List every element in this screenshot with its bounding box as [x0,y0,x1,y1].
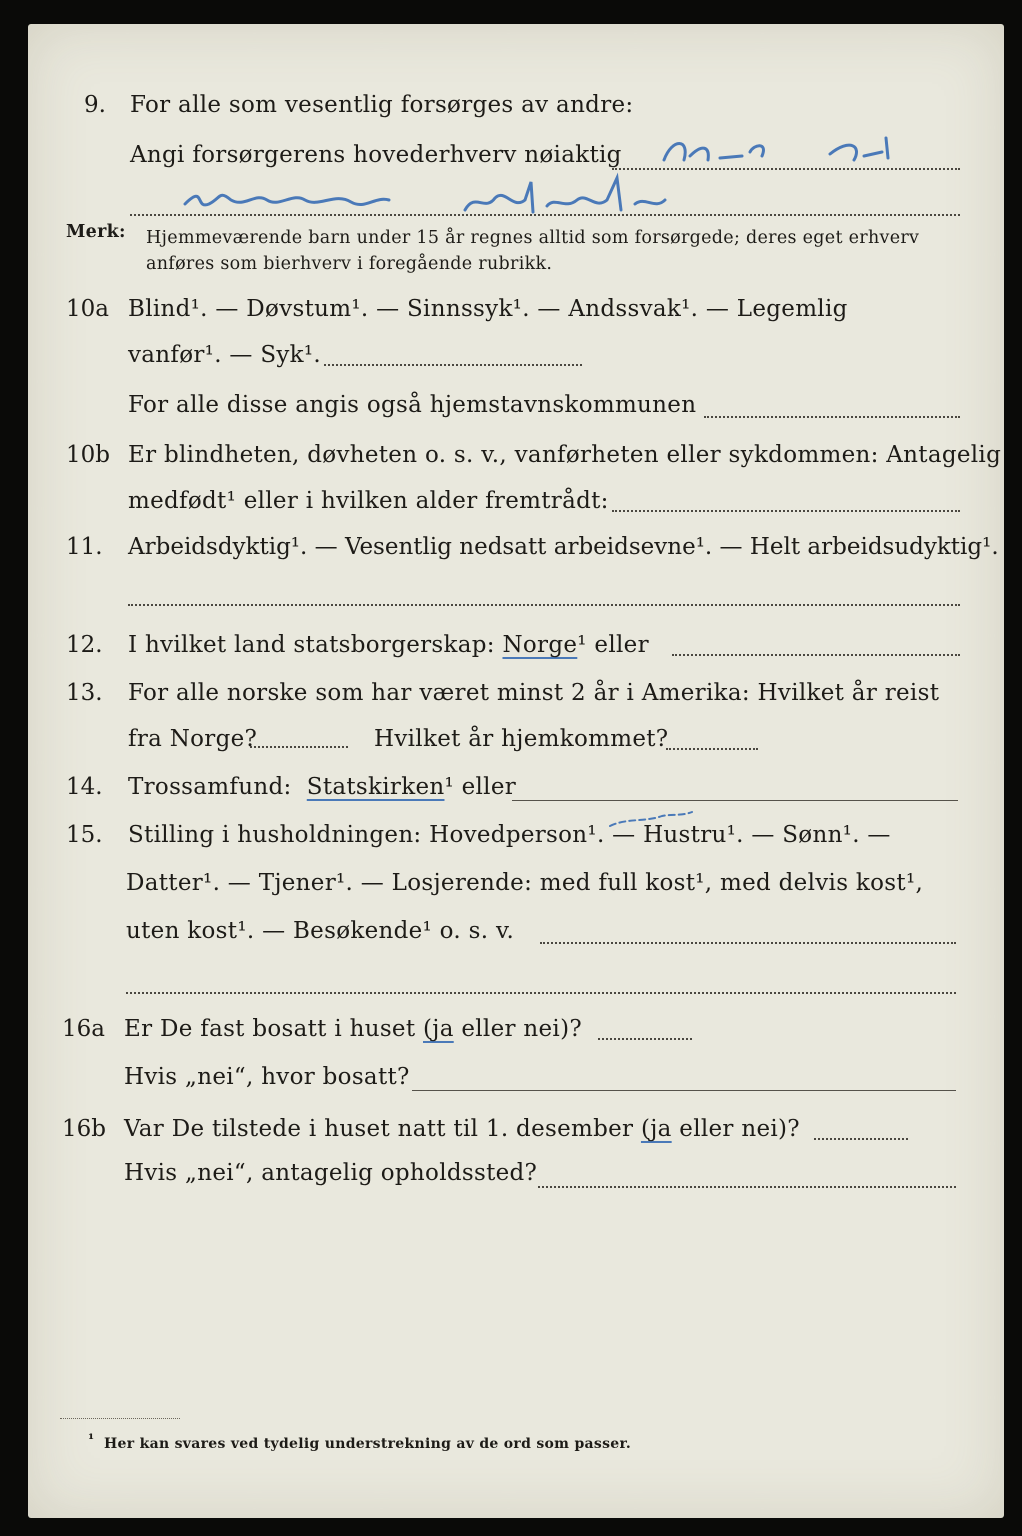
q14-underlined-answer: Statskirken [306,774,445,800]
census-form-page [28,24,1004,1518]
q10b-number: 10b [66,442,110,468]
q10a-hometown-line[interactable] [704,416,960,418]
q14-suffix: ¹ eller [444,774,517,800]
q13-year-return-line[interactable] [666,748,758,750]
q10a-line3: For alle disse angis også hjemstavnskommunen [128,392,697,418]
q14-answer-line[interactable] [512,800,958,801]
q10a-number: 10a [66,296,109,322]
q16b-line1 [124,1116,800,1142]
handwriting-answer-q9-a [650,116,910,176]
q16b-number: 16b [62,1116,106,1142]
q9-line2: Angi forsørgerens hovederhverv nøiaktig [130,142,622,168]
q16a-label: Er De fast bosatt i huset [124,1016,416,1042]
q16a-number: 16a [62,1016,105,1042]
q12-text [128,632,649,658]
q12-answer-line[interactable] [672,654,960,656]
q14-text [128,774,516,800]
q13-number: 13. [66,680,103,706]
footnote-text: Her kan svares ved tydelig understrekning av de ord som passer. [104,1436,632,1452]
q10b-answer-line[interactable] [612,510,960,512]
q13-year-left-line[interactable] [250,746,348,748]
q16a-line2: Hvis „nei“, hvor bosatt? [124,1064,410,1090]
q12-number: 12. [66,632,103,658]
handwriting-mark-q15 [606,808,696,832]
handwriting-answer-q9-b [175,170,695,226]
q16b-suffix: eller nei)? [679,1116,800,1142]
q14-number: 14. [66,774,103,800]
q16a-line1 [124,1016,582,1042]
q13-line1: For alle norske som har været minst 2 år i Amerika: Hvilket år reist [128,680,940,706]
q16a-suffix: eller nei)? [461,1016,582,1042]
q13-line2b: Hvilket år hjemkommet? [374,726,669,752]
q16a-answer-line[interactable] [598,1038,692,1040]
merk-label: Merk: [66,222,126,242]
footnote-mark: ¹ [88,1432,95,1448]
q15-number: 15. [66,822,103,848]
q10b-line1: Er blindheten, døvheten o. s. v., vanførheten eller sykdommen: Antagelig [128,442,1002,468]
q10a-line2: vanfør¹. — Syk¹. [128,342,322,368]
q16a-underlined-answer: (ja [423,1016,454,1042]
q12-label: I hvilket land statsborgerskap: [128,632,495,658]
q12-suffix: ¹ eller [577,632,649,658]
q9-line1: For alle som vesentlig forsørges av andre: [130,92,634,118]
q15-line2: Datter¹. — Tjener¹. — Losjerende: med full kost¹, med delvis kost¹, [126,870,924,896]
q16a-residence-line[interactable] [412,1090,956,1091]
q16b-label: Var De tilstede i huset natt til 1. desember [124,1116,634,1142]
q15-line3: uten kost¹. — Besøkende¹ o. s. v. [126,918,515,944]
q15-answer-line-2[interactable] [126,992,956,994]
q16b-answer-line[interactable] [814,1138,908,1140]
merk-line2: anføres som bierhverv i foregående rubrikk. [146,254,553,274]
q13-line2a: fra Norge? [128,726,258,752]
q11-answer-line[interactable] [128,604,960,606]
q11-line1: Arbeidsdyktig¹. — Vesentlig nedsatt arbeidsevne¹. — Helt arbeidsudyktig¹. [128,534,999,560]
q15-answer-line[interactable] [540,942,956,944]
q10a-answer-line[interactable] [324,364,582,366]
q16b-line2: Hvis „nei“, antagelig opholdssted? [124,1160,538,1186]
merk-line1: Hjemmeværende barn under 15 år regnes alltid som forsørgede; deres eget erhverv [146,228,920,248]
q16b-underlined-answer: (ja [640,1116,672,1142]
q16b-location-line[interactable] [538,1186,956,1188]
q12-underlined-answer: Norge [502,632,578,658]
q10b-line2: medfødt¹ eller i hvilken alder fremtrådt: [128,488,609,514]
q9-number: 9. [84,92,106,118]
q15-line1: Stilling i husholdningen: Hovedperson¹. — Hustru¹. — Sønn¹. — [128,822,891,848]
q11-number: 11. [66,534,103,560]
footnote-divider [60,1418,180,1419]
q14-label: Trossamfund: [128,774,292,800]
q10a-line1: Blind¹. — Døvstum¹. — Sinnssyk¹. — Andssvak¹. — Legemlig [128,296,848,322]
